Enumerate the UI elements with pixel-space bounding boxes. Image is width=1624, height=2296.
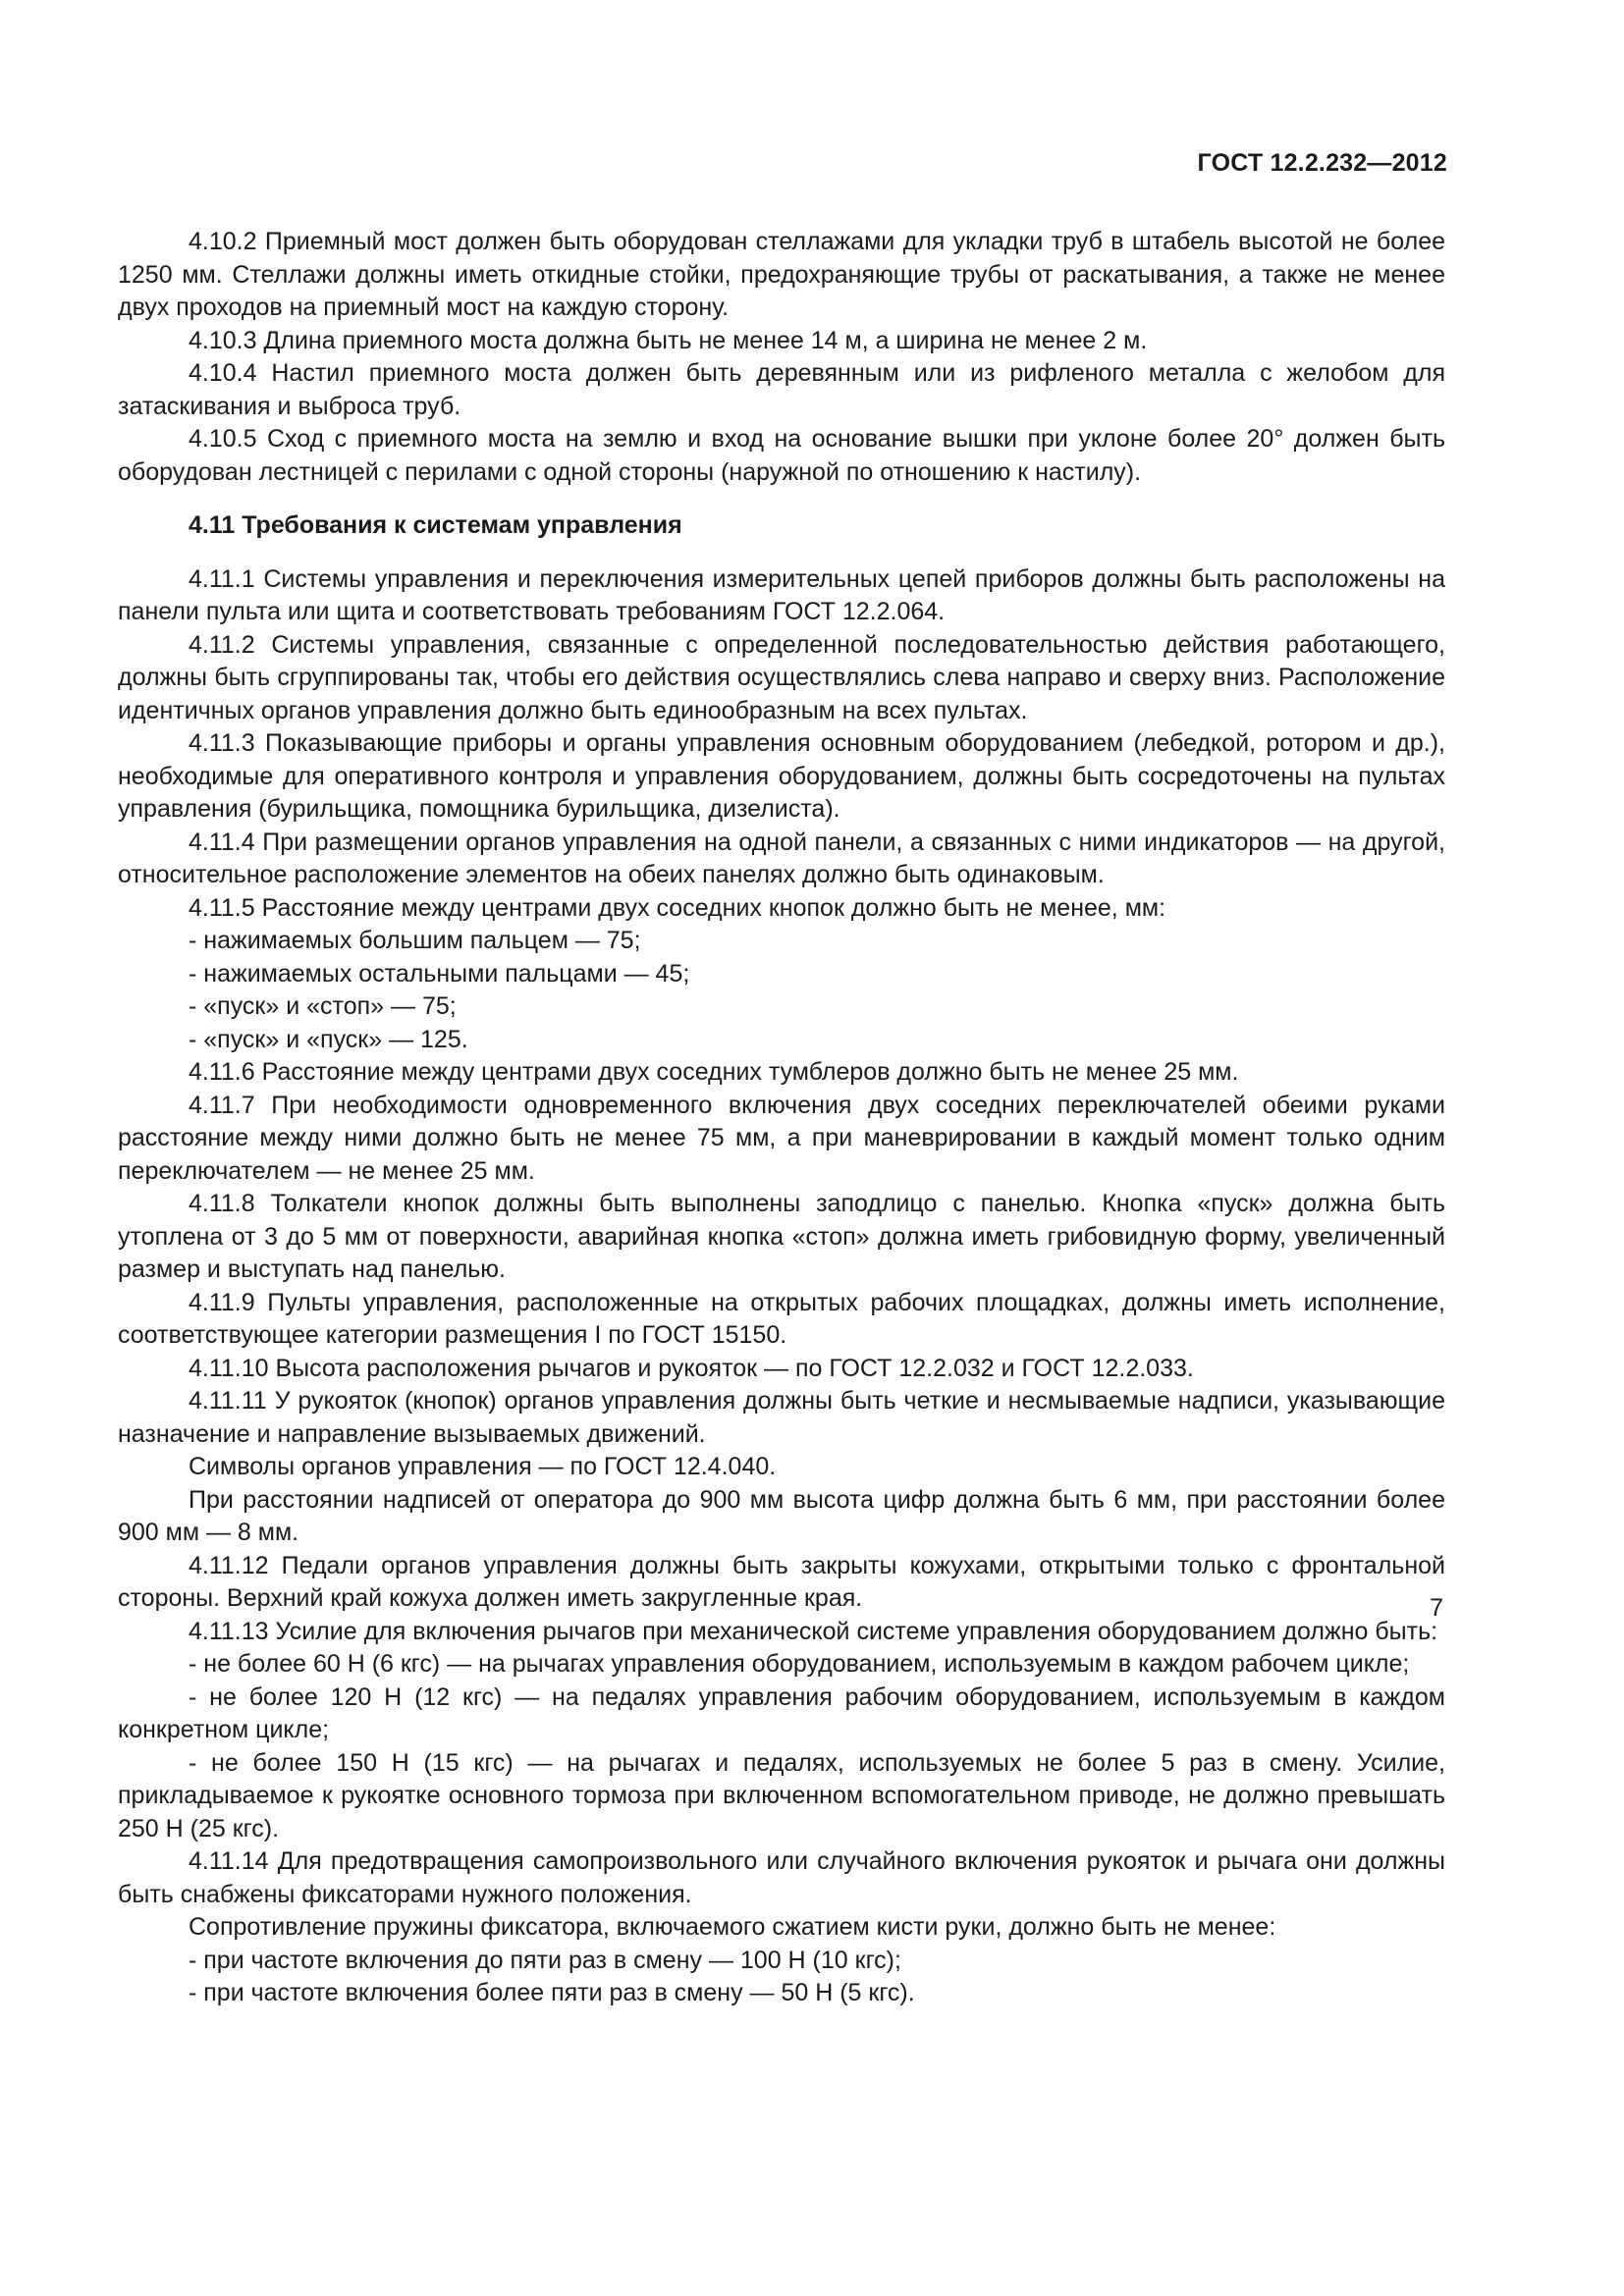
document-header-standard: ГОСТ 12.2.232—2012 bbox=[1197, 149, 1447, 177]
paragraph-4-10-2: 4.10.2 Приемный мост должен быть оборудован стеллажами для укладки труб в штабель высотой не более 1250 мм. Стеллажи должны иметь откидные стойки, предохраняющие трубы от раскатывания, а также не менее двух проходов на приемный мост на каждую сторону. bbox=[118, 228, 1445, 321]
paragraph-4-11-4: 4.11.4 При размещении органов управления на одной панели, а связанных с ними индикаторов — на другой, относительное расположение элементов на обеих панелях должно быть одинаковым. bbox=[118, 828, 1445, 888]
list-item: - не более 60 Н (6 кгс) — на рычагах управления оборудованием, используемым в каждом рабочем цикле; bbox=[189, 1650, 1410, 1678]
list-item: - «пуск» и «пуск» — 125. bbox=[189, 1025, 468, 1053]
paragraph-4-11-6: 4.11.6 Расстояние между центрами двух соседних тумблеров должно быть не менее 25 мм. bbox=[189, 1058, 1239, 1086]
list-item: - нажимаемых остальными пальцами — 45; bbox=[189, 959, 690, 988]
section-title-4-11: 4.11 Требования к системам управления bbox=[189, 511, 682, 539]
list-item: - нажимаемых большим пальцем — 75; bbox=[189, 927, 641, 954]
paragraph-4-11-10: 4.11.10 Высота расположения рычагов и рукояток — по ГОСТ 12.2.032 и ГОСТ 12.2.033. bbox=[189, 1354, 1194, 1382]
paragraph-4-10-5: 4.10.5 Сход с приемного моста на землю и вход на основание вышки при уклоне более 20° должен быть оборудован лестницей с перилами с одной стороны (наружной по отношению к настилу). bbox=[118, 425, 1445, 486]
paragraph-4-11-1: 4.11.1 Системы управления и переключения измерительных цепей приборов должны быть расположены на панели пульта или щита и соответствовать требованиям ГОСТ 12.2.064. bbox=[118, 564, 1445, 625]
list-item: - «пуск» и «стоп» — 75; bbox=[189, 992, 457, 1020]
paragraph-4-11-14: 4.11.14 Для предотвращения самопроизвольного или случайного включения рукояток и рычага они должны быть снабжены фиксаторами нужного положения. bbox=[118, 1847, 1445, 1908]
paragraph-4-11-7: 4.11.7 При необходимости одновременного включения двух соседних переключателей обеими руками расстояние между ними должно быть не менее 75 мм, а при маневрировании в каждый момент только одним переключателем — не менее 25 мм. bbox=[118, 1091, 1445, 1185]
page-number: 7 bbox=[1430, 1594, 1443, 1622]
paragraph-4-11-9: 4.11.9 Пульты управления, расположенные на открытых рабочих площадках, должны иметь исполнение, соответствующее категории размещения I по ГОСТ 15150. bbox=[118, 1288, 1445, 1349]
list-item: - не более 150 Н (15 кгс) — на рычагах и педалях, используемых не более 5 раз в смену. Усилие, прикладываемое к рукоятке основного тормоза при включенном вспомогательном приводе, не должно превышать 250 Н (25 кгс). bbox=[118, 1748, 1445, 1842]
paragraph-4-11-3: 4.11.3 Показывающие приборы и органы управления основным оборудованием (лебедкой, ротором и др.), необходимые для оперативного контроля и управления оборудованием, должны быть сосредоточены на пультах управления (бурильщика, помощника бурильщика, дизелиста). bbox=[118, 729, 1445, 823]
list-item: - при частоте включения более пяти раз в смену — 50 Н (5 кгс). bbox=[189, 1979, 915, 2006]
list-item: - при частоте включения до пяти раз в смену — 100 Н (10 кгс); bbox=[189, 1946, 901, 1974]
paragraph-4-11-12: 4.11.12 Педали органов управления должны быть закрыты кожухами, открытыми только с фронтальной стороны. Верхний край кожуха должен иметь закругленные края. bbox=[118, 1551, 1445, 1612]
paragraph-symbols: Символы органов управления — по ГОСТ 12.4.040. bbox=[189, 1453, 777, 1480]
paragraph-inscription-distance: При расстоянии надписей от оператора до 900 мм высота цифр должна быть 6 мм, при расстоянии более 900 мм — 8 мм. bbox=[118, 1485, 1445, 1546]
paragraph-4-10-3: 4.10.3 Длина приемного моста должна быть не менее 14 м, а ширина не менее 2 м. bbox=[189, 326, 1148, 354]
paragraph-4-10-4: 4.10.4 Настил приемного моста должен быть деревянным или из рифленого металла с желобом для затаскивания и выброса труб. bbox=[118, 359, 1445, 420]
list-item: - не более 120 Н (12 кгс) — на педалях управления рабочим оборудованием, используемым в каждом конкретном цикле; bbox=[118, 1682, 1445, 1743]
paragraph-4-11-11: 4.11.11 У рукояток (кнопок) органов управления должны быть четкие и несмываемые надписи, указывающие назначение и направление вызываемых движений. bbox=[118, 1387, 1445, 1448]
paragraph-4-11-13: 4.11.13 Усилие для включения рычагов при механической системе управления оборудованием должно быть: bbox=[189, 1617, 1438, 1645]
paragraph-4-11-8: 4.11.8 Толкатели кнопок должны быть выполнены заподлицо с панелью. Кнопка «пуск» должна быть утоплена от 3 до 5 мм от поверхности, аварийная кнопка «стоп» должна иметь грибовидную форму, увеличенный размер и выступать над панелью. bbox=[118, 1190, 1445, 1283]
paragraph-4-11-2: 4.11.2 Системы управления, связанные с определенной последовательностью действия работающего, должны быть сгруппированы так, чтобы его действия осуществлялись слева направо и сверху вниз. Расположение идентичных органов управления должно быть единообразным на всех пультах. bbox=[118, 630, 1445, 724]
document-body bbox=[118, 226, 1445, 2010]
paragraph-4-11-5: 4.11.5 Расстояние между центрами двух соседних кнопок должно быть не менее, мм: bbox=[189, 893, 1166, 922]
paragraph-spring-resistance: Сопротивление пружины фиксатора, включаемого сжатием кисти руки, должно быть не менее: bbox=[189, 1913, 1276, 1941]
